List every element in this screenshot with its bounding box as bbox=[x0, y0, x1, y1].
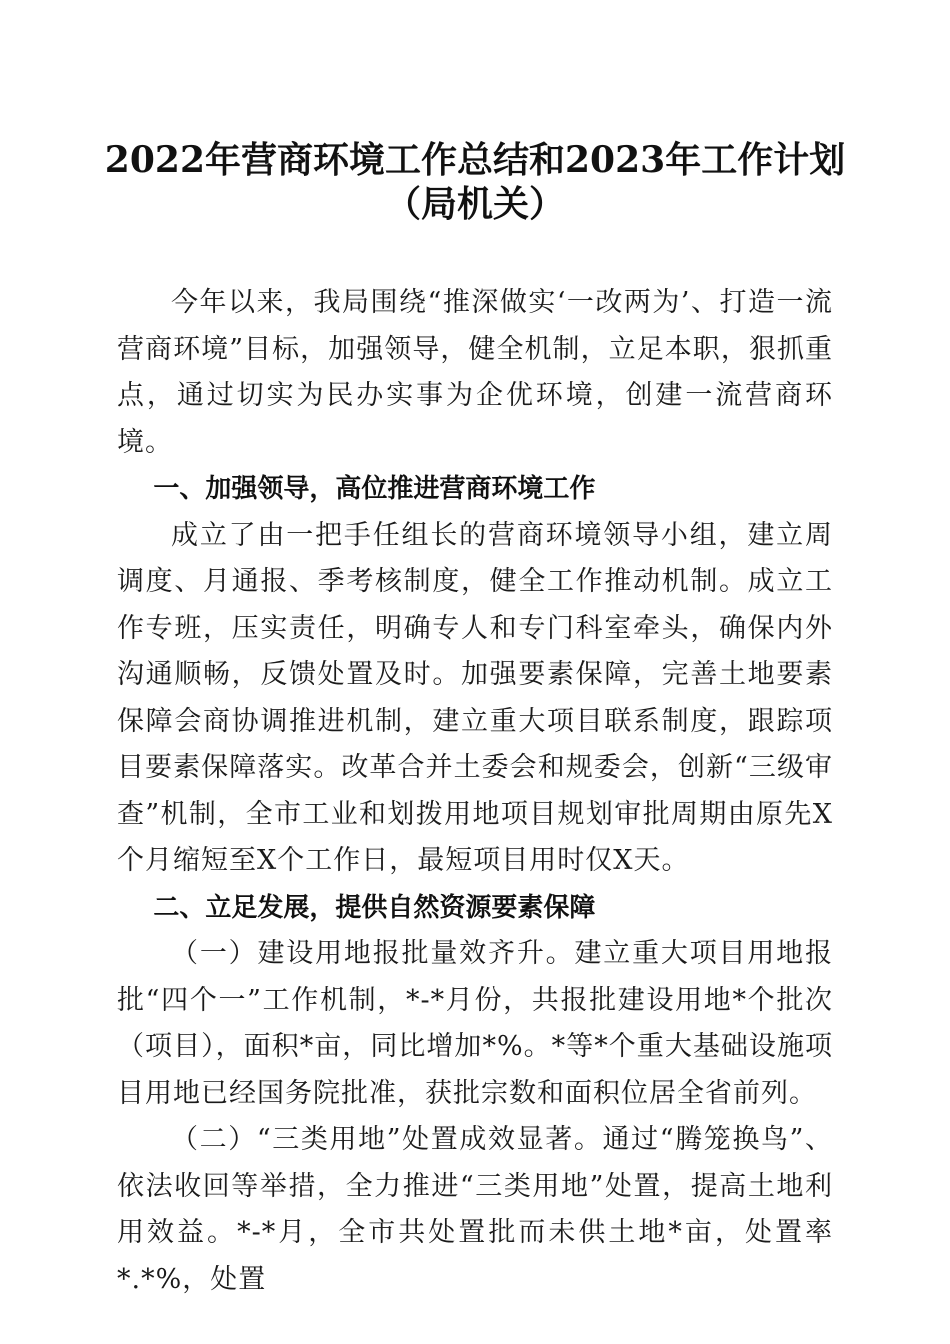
section-1-paragraph: 成立了由一把手任组长的营商环境领导小组，建立周调度、月通报、季考核制度，健全工作推动机制。成立工作专班，压实责任，明确专人和专门科室牵头，确保内外沟通顺畅，反馈处置及时。加强要素保障，完善土地要素保障会商协调推进机制，建立重大项目联系制度，跟踪项目要素保障落实。改革合并土委会和规委会，创新“三级审查”机制，全市工业和划拨用地项目规划审批周期由原先X个月缩短至X个工作日，最短项目用时仅X天。 bbox=[117, 519, 833, 876]
document-body bbox=[117, 280, 833, 1303]
section-2-item-2-paragraph: （二）“三类用地”处置成效显著。通过“腾笼换鸟”、依法收回等举措，全力推进“三类用地”处置，提高土地利用效益。*-*月，全市共处置批而未供土地*亩，处置率*.*%，处置 bbox=[117, 1124, 833, 1295]
section-2-item-1-paragraph: （一）建设用地报批量效齐升。建立重大项目用地报批“四个一”工作机制，*-*月份，共报批建设用地*个批次（项目），面积*亩，同比增加*%。*等*个重大基础设施项目用地已经国务院批准，获批宗数和面积位居全省前列。 bbox=[117, 938, 833, 1109]
section-heading-1: 一、加强领导，高位推进营商环境工作 bbox=[153, 474, 596, 504]
document-subtitle: （局机关） bbox=[384, 183, 565, 225]
document-title: 2022年营商环境工作总结和2023年工作计划 bbox=[104, 139, 846, 181]
section-heading-2: 二、立足发展，提供自然资源要素保障 bbox=[153, 892, 596, 923]
intro-paragraph: 今年以来，我局围绕“推深做实‘一改两为’、打造一流营商环境”目标，加强领导，健全机制，立足本职，狠抓重点，通过切实为民办实事为企优环境，创建一流营商环境。 bbox=[117, 287, 833, 458]
